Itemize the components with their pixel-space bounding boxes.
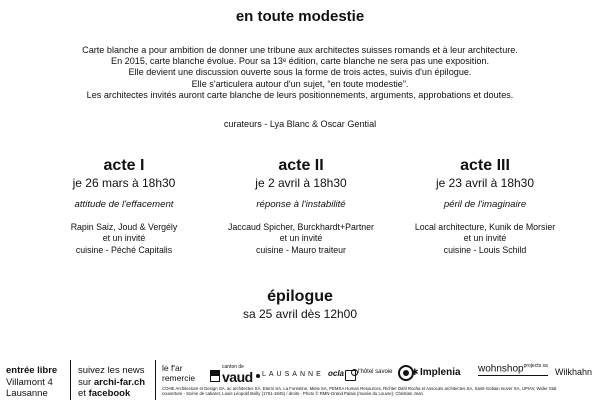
sponsors-line: COHE Architecture et Design SA, ac architectes SA, Eterni SA, La Forestine, Miele SA, PEMSA Human Resources, Richter Dahl Rocha et Associés architectes SA, Saint-Gobain Isover SA, UPIAV, Wider Stal bbox=[162, 386, 557, 391]
entry-info bbox=[6, 365, 57, 400]
act-cuisine: cuisine - Mauro traiteur bbox=[256, 244, 346, 255]
act-title: acte I bbox=[103, 157, 145, 174]
intro-line: Carte blanche a pour ambition de donner une tribune aux architectes suisses romands et à leur architecture. bbox=[82, 45, 518, 55]
thanks-line-2: remercie bbox=[162, 373, 196, 383]
divider bbox=[155, 360, 156, 400]
thanks bbox=[162, 363, 195, 383]
website-link[interactable]: archi-far.ch bbox=[93, 376, 146, 388]
act-details bbox=[208, 222, 394, 256]
epilogue bbox=[0, 288, 600, 321]
canton-vaud-logo bbox=[210, 364, 260, 386]
curators: curateurs - Lya Blanc & Oscar Gential bbox=[223, 119, 377, 129]
act-cuisine: cuisine - Péché Capitalis bbox=[75, 244, 173, 255]
act-details bbox=[392, 222, 578, 256]
vaud-label: vaud bbox=[222, 369, 253, 385]
act-guest: et un invité bbox=[279, 233, 323, 244]
address-line: Villamont 4 bbox=[6, 376, 53, 388]
act-theme: péril de l'imaginaire bbox=[443, 199, 527, 210]
thanks-line-1: le f'ar bbox=[162, 363, 183, 373]
intro-line: Les architectes invités auront carte blanche de leurs positionnements, arguments, approbations et doutes. bbox=[86, 89, 514, 100]
act-3 bbox=[392, 157, 578, 256]
intro-line: Elle s'articulera autour d'un sujet, “en toute modestie”. bbox=[191, 78, 409, 89]
act-guest: et un invité bbox=[463, 233, 507, 244]
canton-label: canton de bbox=[222, 364, 244, 370]
act-2 bbox=[208, 157, 394, 256]
news-prefix: sur bbox=[78, 376, 94, 388]
ocla-logo: ocla bbox=[328, 369, 345, 378]
act-architects: Jaccaud Spicher, Burckhardt+Partner bbox=[228, 222, 374, 232]
vaud-shield-icon bbox=[210, 370, 220, 382]
act-theme: réponse à l'instabilité bbox=[256, 199, 346, 210]
wilkhahn-logo: Wilkhahn bbox=[555, 367, 593, 377]
act-details bbox=[31, 222, 217, 256]
implenia-logo: ✱ Implenia bbox=[420, 367, 461, 378]
news-prefix: et bbox=[78, 388, 89, 399]
act-cuisine: cuisine - Louis Schild bbox=[443, 244, 527, 255]
epilogue-date: sa 25 avril dès 12h00 bbox=[242, 307, 358, 321]
wohnshop-label: wohnshop bbox=[478, 363, 524, 375]
act-1 bbox=[31, 157, 217, 256]
cover-credit-line: couverture - Scène de cabaret, Louis Léopold Boilly (1761-1845) / droits - Photo © RMN-Grand Palais (musée du Louvre), Christian Jean bbox=[162, 391, 423, 397]
address-city: Lausanne bbox=[6, 388, 48, 399]
entry-free: entrée libre bbox=[6, 365, 58, 376]
credits bbox=[162, 386, 596, 396]
page-title: en toute modestie bbox=[235, 8, 365, 25]
news-label: suivez les news bbox=[78, 365, 145, 376]
act-architects: Local architecture, Kunik de Morsier bbox=[414, 222, 556, 232]
news-facebook-line bbox=[78, 388, 145, 400]
act-title: acte II bbox=[278, 157, 324, 174]
hotel-savoie-logo: l'hôtel savoie bbox=[358, 369, 393, 375]
facebook-link[interactable]: facebook bbox=[88, 388, 131, 399]
act-date: je 23 avril à 18h30 bbox=[435, 176, 535, 190]
epilogue-title: épilogue bbox=[267, 288, 333, 305]
act-guest: et un invité bbox=[102, 233, 146, 244]
act-date: je 26 mars à 18h30 bbox=[72, 176, 176, 190]
news-info bbox=[78, 365, 145, 400]
act-architects: Rapin Saiz, Joud & Vergély bbox=[70, 222, 178, 232]
act-title: acte III bbox=[460, 157, 510, 174]
act-theme: attitude de l'effacement bbox=[74, 199, 174, 210]
lausanne-logo: LAUSANNE bbox=[262, 371, 324, 378]
divider bbox=[70, 360, 71, 400]
wohnshop-suffix: projects sa bbox=[523, 363, 548, 369]
footer bbox=[0, 357, 600, 405]
wohnshop-logo bbox=[478, 363, 548, 376]
intro-line: Elle devient une discussion ouverte sous la forme de trois actes, suivis d'un épilogue. bbox=[128, 67, 472, 78]
intro-text bbox=[20, 45, 580, 101]
news-website-line bbox=[78, 377, 145, 389]
intro-line: En 2015, carte blanche évolue. Pour sa 13ᵉ édition, carte blanche ne sera pas une exposition. bbox=[111, 56, 489, 67]
act-date: je 2 avril à 18h30 bbox=[255, 176, 347, 190]
